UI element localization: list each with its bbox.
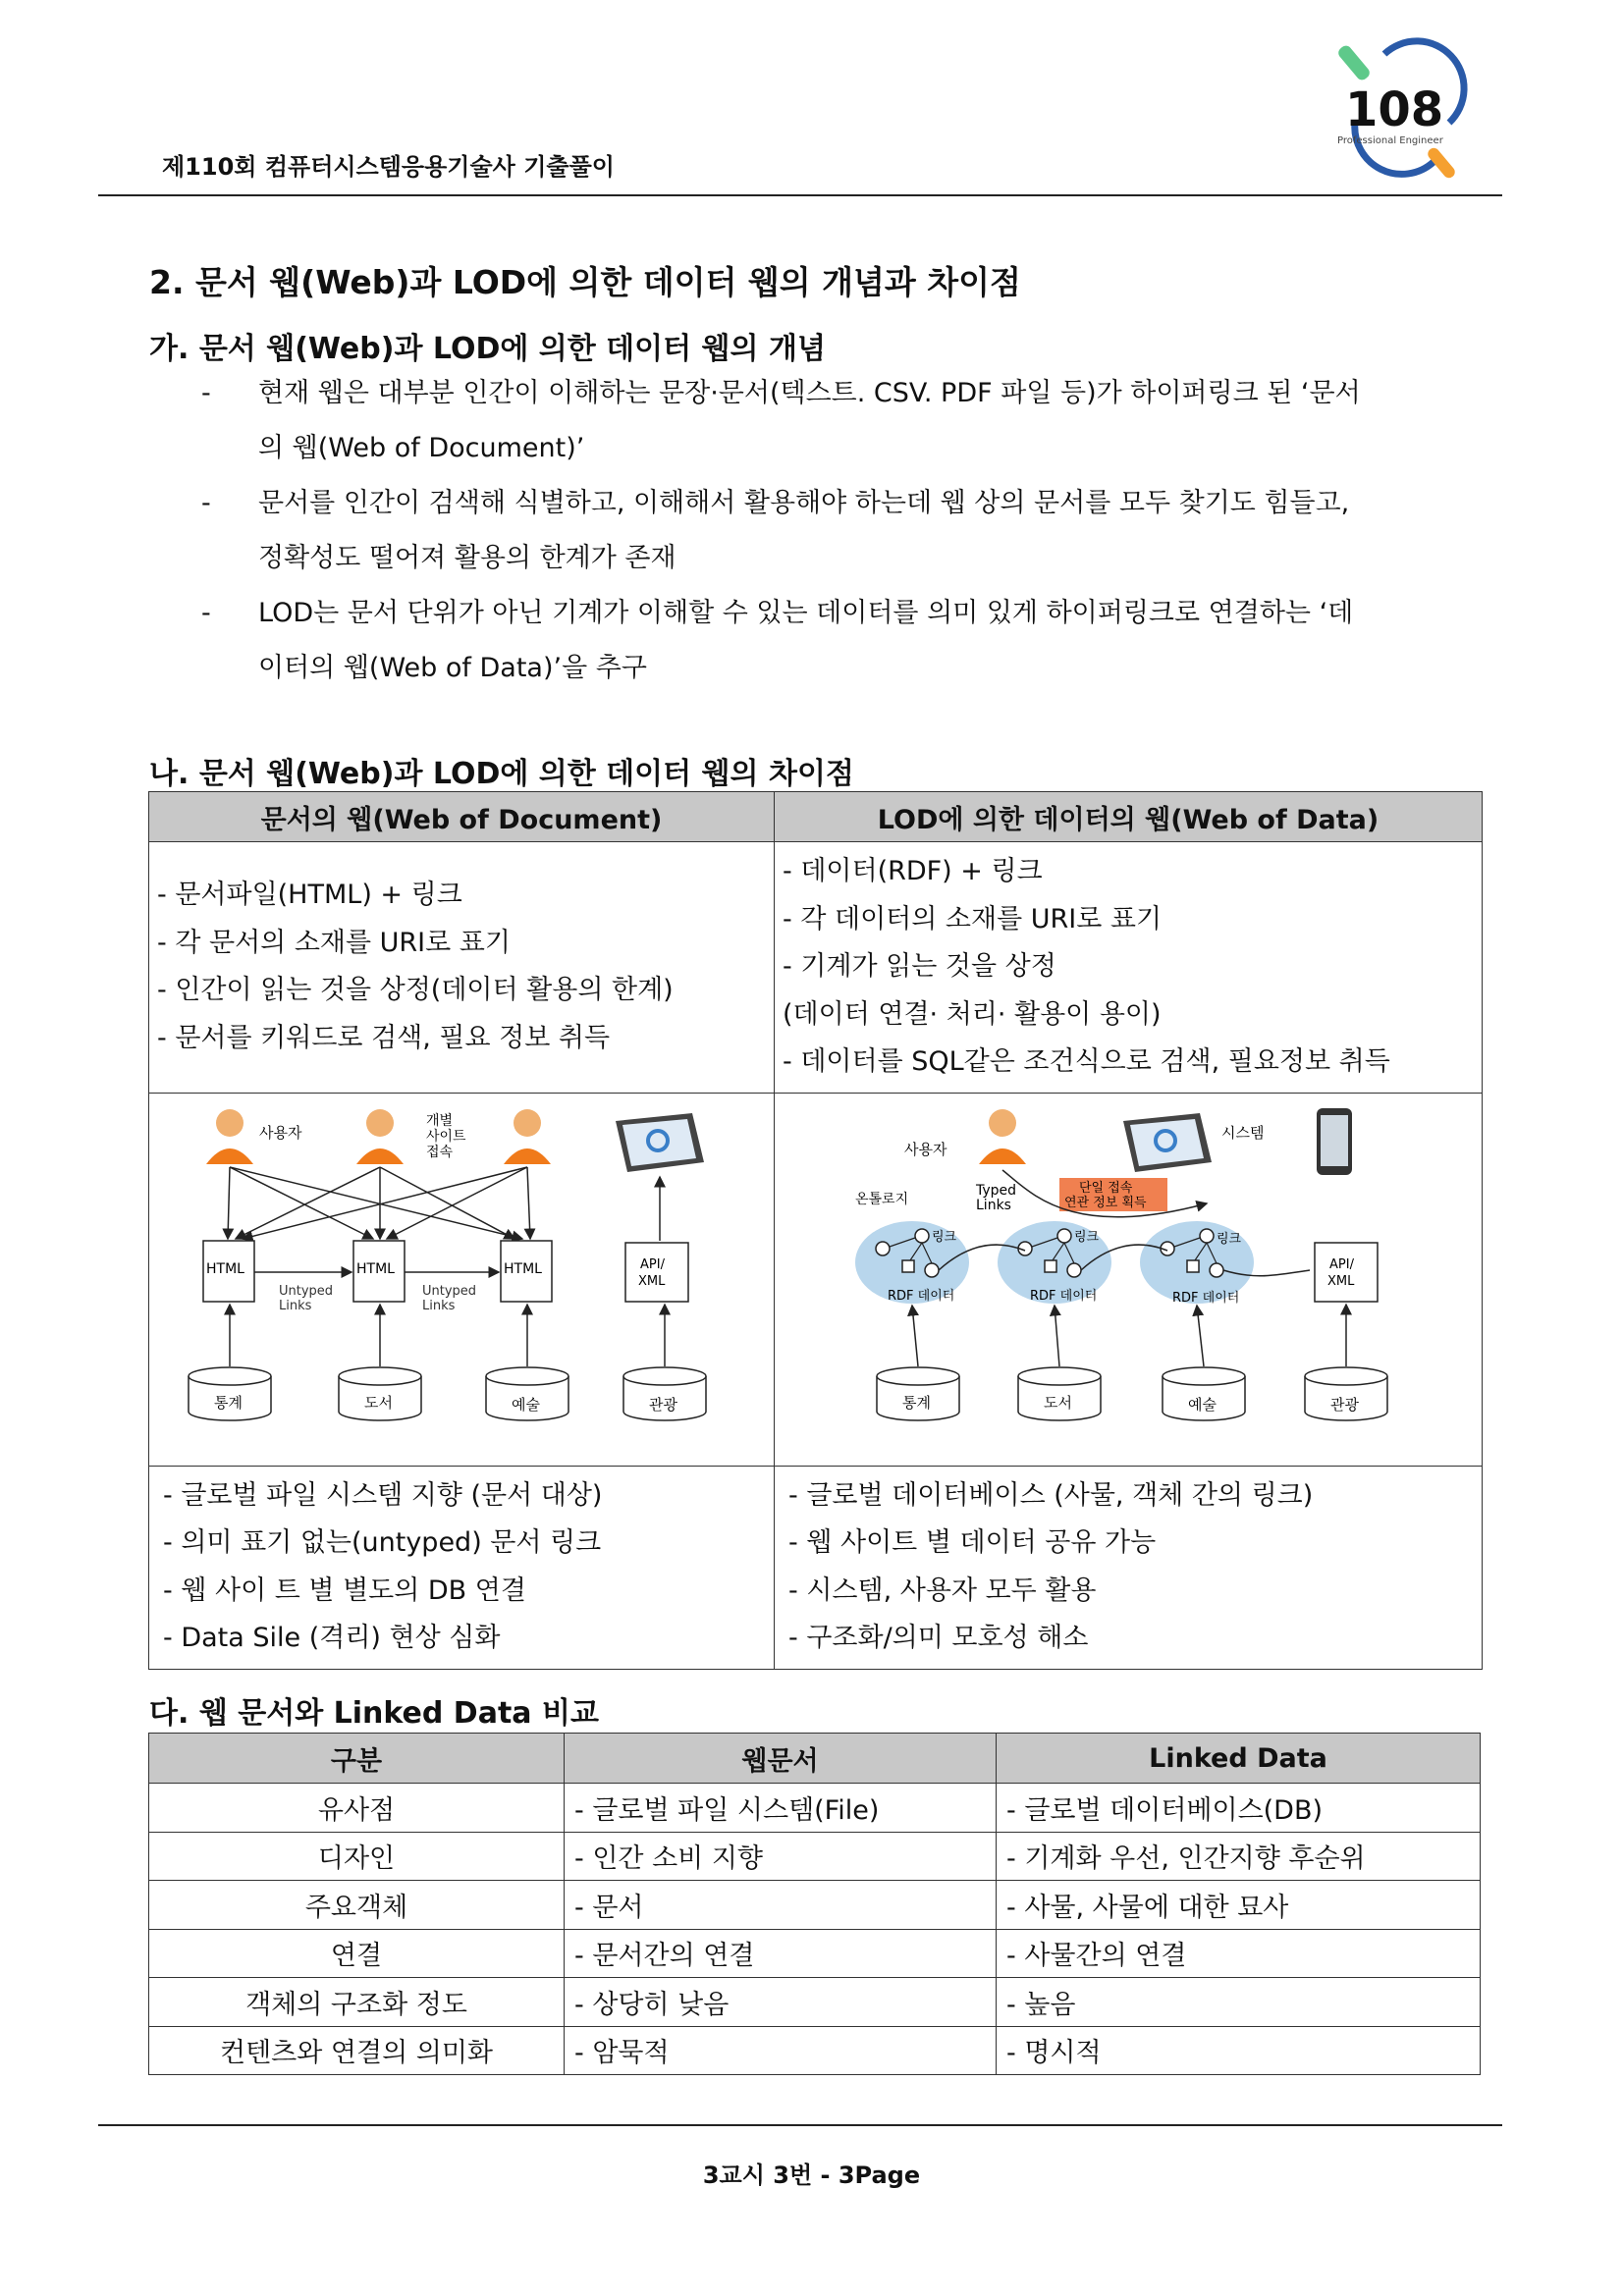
svg-text:도서: 도서 [364,1393,393,1412]
svg-text:API/: API/ [1329,1256,1354,1272]
web-vs-linked-data-table [148,1733,1481,2075]
table-row: 객체의 구조화 정도 - 상당히 낮음 - 높음 [149,1978,1481,2027]
bullet-item: - LOD는 문서 단위가 아닌 기계가 이해할 수 있는 데이터를 의미 있게 하이퍼링크로 연결하는 ‘데 이터의 웹(Web of Data)’을 추구 [201,598,1354,683]
header-divider [98,194,1502,196]
section-heading: 2. 문서 웹(Web)과 LOD에 의한 데이터 웹의 개념과 차이점 [149,263,1021,301]
svg-text:통계: 통계 [214,1393,243,1412]
svg-text:단일 접속: 단일 접속 [1079,1180,1133,1196]
svg-text:통계: 통계 [902,1393,931,1412]
col-header-right: LOD에 의한 데이터의 웹(Web of Data) [775,792,1483,842]
logo-text: Professional Engineer [1337,135,1443,146]
svg-text:HTML: HTML [206,1260,244,1277]
svg-text:연관 정보 획득: 연관 정보 획득 [1064,1195,1147,1210]
page-header-title: 제110회 컴퓨터시스템응용기술사 기출풀이 [162,153,615,181]
svg-text:개별: 개별 [426,1112,454,1129]
left-bottom-cell: - 글로벌 파일 시스템 지향 (문서 대상) - 의미 표기 없는(untyped) 문서 링크 - 웹 사이 트 별 별도의 DB 연결 - Data Sile (격리) 현상 심화 [149,1466,775,1669]
svg-text:링크: 링크 [1074,1229,1100,1245]
svg-text:RDF 데이터: RDF 데이터 [1172,1290,1240,1306]
web-of-data-diagram [775,1094,1482,1459]
col-header: 웹문서 [565,1734,997,1784]
svg-text:도서: 도서 [1044,1393,1072,1412]
svg-text:관광: 관광 [649,1395,677,1414]
comparison-table [148,791,1483,1670]
logo [1325,29,1492,187]
svg-text:Untyped: Untyped [422,1283,477,1299]
web-of-document-diagram [149,1094,774,1459]
svg-text:RDF 데이터: RDF 데이터 [888,1288,955,1304]
table-row: 디자인 - 인간 소비 지향 - 기계화 우선, 인간지향 후순위 [149,1832,1481,1881]
right-top-cell: - 데이터(RDF) + 링크 - 각 데이터의 소재를 URI로 표기 - 기계가 읽는 것을 상정 (데이터 연결· 처리· 활용이 용이) - 데이터를 SQL같은 조건식으로 검색, 필요정보 취득 [775,842,1483,1094]
svg-text:HTML: HTML [356,1260,395,1277]
logo-graphic [1325,29,1492,187]
left-diagram-cell [149,1093,775,1466]
col-header: 구분 [149,1734,565,1784]
svg-text:링크: 링크 [932,1229,957,1245]
svg-text:API/: API/ [640,1256,665,1272]
svg-text:예술: 예술 [1188,1395,1217,1414]
table-row: 주요객체 - 문서 - 사물, 사물에 대한 묘사 [149,1881,1481,1930]
svg-text:XML: XML [1327,1273,1355,1289]
svg-text:예술: 예술 [512,1395,540,1414]
sub-a-bullets [201,366,1488,696]
right-diagram-cell [775,1093,1483,1466]
svg-text:링크: 링크 [1217,1231,1242,1247]
svg-text:Typed: Typed [976,1182,1017,1199]
page-footer: 3교시 3번 - 3Page [702,2162,921,2189]
left-top-cell: - 문서파일(HTML) + 링크 - 각 문서의 소재를 URI로 표기 - 인간이 읽는 것을 상정(데이터 활용의 한계) - 문서를 키워드로 검색, 필요 정보 취득 [149,842,775,1094]
right-bottom-cell: - 글로벌 데이터베이스 (사물, 객체 간의 링크) - 웹 사이트 별 데이터 공유 가능 - 시스템, 사용자 모두 활용 - 구조화/의미 모호성 해소 [775,1466,1483,1669]
bullet-item: - 현재 웹은 대부분 인간이 이해하는 문장·문서(텍스트. CSV. PDF 파일 등)가 하이퍼링크 된 ‘문서 의 웹(Web of Document)’ [201,378,1361,463]
svg-text:온톨로지: 온톨로지 [855,1191,909,1207]
sub-b-heading: 나. 문서 웹(Web)과 LOD에 의한 데이터 웹의 차이점 [149,757,854,791]
sub-c-heading: 다. 웹 문서와 Linked Data 비교 [149,1696,599,1731]
sub-a-heading: 가. 문서 웹(Web)과 LOD에 의한 데이터 웹의 개념 [149,332,826,366]
svg-text:XML: XML [638,1273,666,1289]
svg-text:Links: Links [976,1197,1011,1213]
footer-divider [98,2124,1502,2126]
col-header-left: 문서의 웹(Web of Document) [149,792,775,842]
svg-text:RDF 데이터: RDF 데이터 [1030,1288,1098,1304]
svg-text:사이트: 사이트 [426,1128,466,1145]
svg-text:Links: Links [279,1298,312,1313]
table-row: 유사점 - 글로벌 파일 시스템(File) - 글로벌 데이터베이스(DB) [149,1784,1481,1833]
table-row: 연결 - 문서간의 연결 - 사물간의 연결 [149,1929,1481,1978]
svg-text:Links: Links [422,1298,456,1313]
svg-text:관광: 관광 [1330,1395,1359,1414]
bullet-item: - 문서를 인간이 검색해 식별하고, 이해해서 활용해야 하는데 웹 상의 문서를 모두 찾기도 힘들고, 정확성도 떨어져 활용의 한계가 존재 [201,488,1350,573]
logo-number: 108 [1345,82,1444,137]
table-row: 컨텐츠와 연결의 의미화 - 암묵적 - 명시적 [149,2026,1481,2075]
col-header: Linked Data [997,1734,1481,1784]
svg-text:시스템: 시스템 [1221,1123,1265,1142]
svg-text:사용자: 사용자 [259,1123,302,1142]
svg-text:HTML: HTML [504,1260,542,1277]
svg-text:Untyped: Untyped [279,1283,334,1299]
svg-text:사용자: 사용자 [904,1140,947,1158]
svg-text:접속: 접속 [426,1144,454,1160]
